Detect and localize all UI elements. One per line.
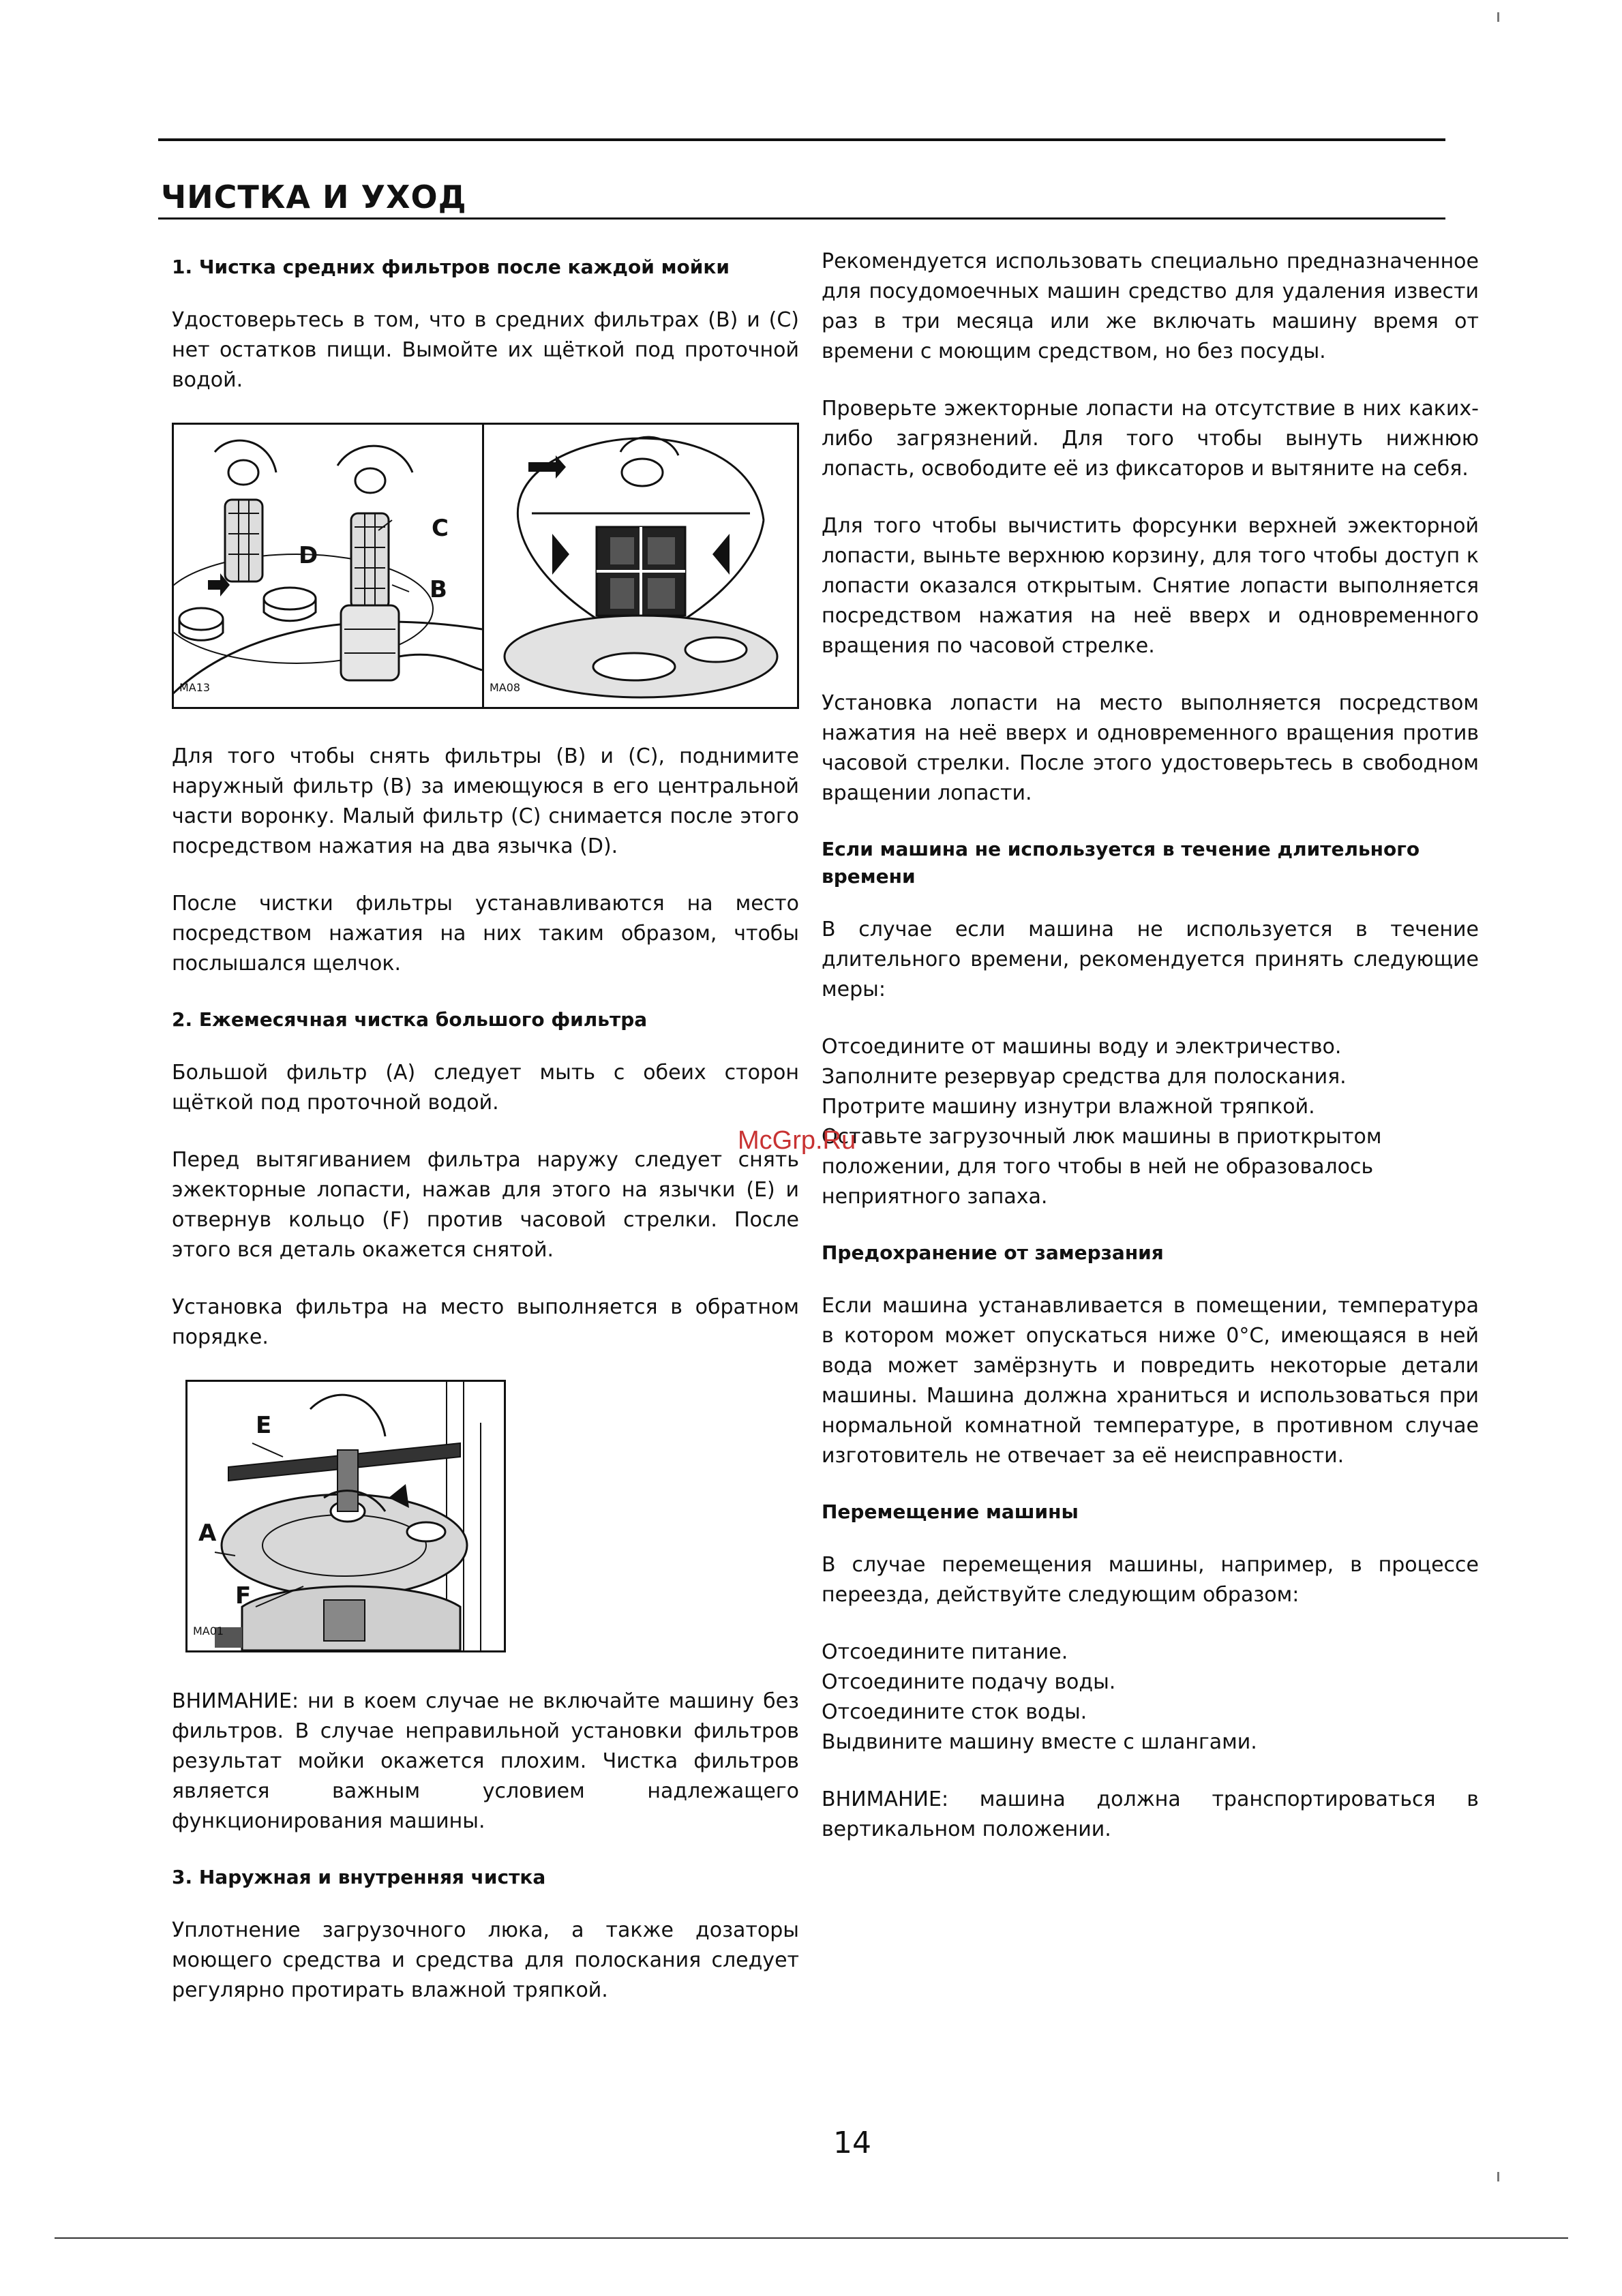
unused-paragraph: В случае если машина не используется в течение длительного времени, рекомендуется принять следующие меры: bbox=[822, 918, 1479, 1001]
descaling-paragraph: Рекомендуется использовать специально предназначенное для посудомоечных машин средство для удаления извести раз в три месяца или же включать машину время от времени с моющим средством, но без посуды. bbox=[822, 250, 1479, 363]
section-2-paragraph: Перед вытягиванием фильтра наружу следует снять эжекторные лопасти, нажав для этого на язычки (Е) и отвернув кольцо (F) против часовой стрелки. После этого вся деталь окажется снятой. bbox=[172, 1148, 799, 1262]
section-3-paragraph: Уплотнение загрузочного люка, а также дозаторы моющего средства и средства для полоскания следует регулярно протирать влажной тряпкой. bbox=[172, 1918, 799, 2002]
unused-heading: Если машина не используется в течение длительного времени bbox=[822, 838, 1420, 888]
warning-transport: ВНИМАНИЕ: машина должна транспортироваться в вертикальном положении. bbox=[822, 1787, 1479, 1841]
upper-spray-arm-paragraph: Для того чтобы вычистить форсунки верхней эжекторной лопасти, выньте верхнюю корзину, для того чтобы доступ к лопасти оказался открытым. Снятие лопасти выполняется посредством нажатия на неё вверх и одновременного вращения по часовой стрелке. bbox=[822, 514, 1479, 658]
label-a: A bbox=[198, 1520, 217, 1547]
section-2-paragraph: Большой фильтр (А) следует мыть с обеих сторон щёткой под проточной водой. bbox=[172, 1061, 799, 1115]
label-d: D bbox=[299, 542, 318, 569]
section-1-paragraph: После чистки фильтры устанавливаются на место посредством нажатия на них таким образом, чтобы послышался щелчок. bbox=[172, 892, 799, 976]
figure-panel-spray-arm-removal bbox=[484, 425, 797, 707]
unused-steps bbox=[822, 1032, 1479, 1212]
right-column bbox=[822, 247, 1479, 1872]
figure-code: MA08 bbox=[490, 681, 521, 694]
warning-filters: ВНИМАНИЕ: ни в коем случае не включайте машину без фильтров. В случае неправильной установки фильтров результат мойки окажется плохим. Чистка фильтров является важным условием надлежащего функционирования машины. bbox=[172, 1689, 799, 1833]
list-item: Отсоедините от машины воду и электричество. bbox=[822, 1035, 1342, 1059]
list-item: Отсоедините питание. bbox=[822, 1640, 1068, 1664]
section-1-paragraph: Для того чтобы снять фильтры (В) и (С), поднимите наружный фильтр (В) за имеющуюся в его центральной части воронку. Малый фильтр (С) снимается после этого посредством нажатия на два язычка (D). bbox=[172, 744, 799, 858]
left-column bbox=[172, 254, 799, 2033]
list-item: Выдвините машину вместе с шлангами. bbox=[822, 1730, 1257, 1754]
figure-code: MA01 bbox=[193, 1625, 224, 1637]
label-e: E bbox=[256, 1412, 272, 1439]
figure-panel-filter-removal bbox=[174, 425, 484, 707]
freeze-paragraph: Если машина устанавливается в помещении, температура в котором может опускаться ниже 0°С, имеющаяся в ней вода может замёрзнуть и повредить некоторые детали машины. Машина должна храниться и использоваться при нормальной комнатной температуре, в противном случае изготовитель не отвечает за её неисправности. bbox=[822, 1294, 1479, 1468]
title-rule bbox=[158, 217, 1445, 220]
filter-removal-illustration bbox=[174, 425, 482, 707]
figure-middle-filters bbox=[172, 423, 799, 709]
spray-arm-removal-illustration bbox=[484, 425, 796, 707]
scan-mark bbox=[1497, 12, 1499, 22]
figure-code: MA13 bbox=[179, 681, 211, 694]
scan-mark bbox=[1497, 2172, 1499, 2181]
list-item: Отсоедините подачу воды. bbox=[822, 1670, 1116, 1694]
section-2-paragraph: Установка фильтра на место выполняется в обратном порядке. bbox=[172, 1295, 799, 1349]
section-2-heading: 2. Ежемесячная чистка большого фильтра bbox=[172, 1008, 648, 1031]
freeze-heading: Предохранение от замерзания bbox=[822, 1241, 1164, 1264]
watermark-link[interactable]: McGrp.Ru bbox=[738, 1126, 856, 1155]
page-number: 14 bbox=[833, 2126, 871, 2160]
list-item: Оставьте загрузочный люк машины в приоткрытом положении, для того чтобы в ней не образовалось неприятного запаха. bbox=[822, 1125, 1382, 1209]
label-f: F bbox=[235, 1582, 252, 1610]
moving-steps bbox=[822, 1637, 1479, 1757]
bottom-rule bbox=[55, 2237, 1568, 2239]
label-c: C bbox=[432, 515, 449, 542]
top-rule bbox=[158, 138, 1445, 141]
section-1-heading: 1. Чистка средних фильтров после каждой мойки bbox=[172, 256, 730, 278]
page-title: ЧИСТКА И УХОД bbox=[161, 179, 467, 215]
label-b: B bbox=[430, 576, 447, 603]
spray-arm-install-paragraph: Установка лопасти на место выполняется посредством нажатия на неё вверх и одновременного вращения против часовой стрелки. После этого удостоверьтесь в свободном вращении лопасти. bbox=[822, 691, 1479, 805]
figure-large-filter bbox=[185, 1380, 506, 1652]
section-1-paragraph: Удостоверьтесь в том, что в средних фильтрах (В) и (С) нет остатков пищи. Вымойте их щёткой под проточной водой. bbox=[172, 308, 799, 392]
spray-arm-check-paragraph: Проверьте эжекторные лопасти на отсутствие в них каких-либо загрязнений. Для того чтобы вынуть нижнюю лопасть, освободите её из фиксаторов и вытяните на себя. bbox=[822, 397, 1479, 481]
section-3-heading: 3. Наружная и внутренняя чистка bbox=[172, 1866, 546, 1888]
moving-paragraph: В случае перемещения машины, например, в процессе переезда, действуйте следующим образом: bbox=[822, 1553, 1479, 1607]
list-item: Заполните резервуар средства для полоскания. bbox=[822, 1065, 1347, 1089]
list-item: Протрите машину изнутри влажной тряпкой. bbox=[822, 1095, 1315, 1119]
list-item: Отсоедините сток воды. bbox=[822, 1700, 1087, 1724]
moving-heading: Перемещение машины bbox=[822, 1500, 1079, 1523]
